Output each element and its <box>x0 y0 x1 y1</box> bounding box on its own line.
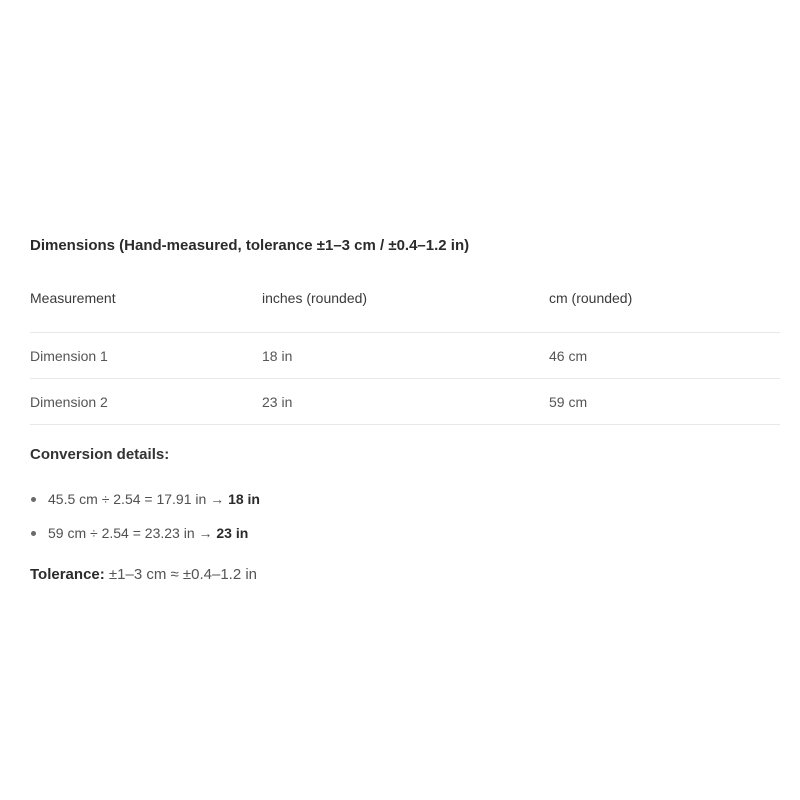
conversion-list <box>30 489 780 557</box>
dimensions-section <box>30 232 780 585</box>
cell-measurement: Dimension 1 <box>30 333 262 379</box>
tolerance-line <box>30 565 780 585</box>
bullet-icon <box>31 497 36 502</box>
bullet-icon <box>31 531 36 536</box>
column-header-inches: inches (rounded) <box>262 282 549 333</box>
conversion-heading: Conversion details: <box>30 446 170 463</box>
tolerance-label: Tolerance: <box>30 566 105 583</box>
column-header-measurement: Measurement <box>30 282 262 333</box>
column-header-cm: cm (rounded) <box>549 282 780 333</box>
table-row <box>30 333 780 379</box>
section-heading: Dimensions (Hand-measured, tolerance ±1–3 cm / ±0.4–1.2 in) <box>30 237 470 254</box>
conversion-result: 18 in <box>228 491 260 507</box>
cell-inches: 23 in <box>262 379 549 425</box>
cell-measurement: Dimension 2 <box>30 379 262 425</box>
list-item <box>30 489 780 523</box>
list-item <box>30 523 780 557</box>
cell-cm: 46 cm <box>549 333 780 379</box>
table-row <box>30 379 780 425</box>
cell-cm: 59 cm <box>549 379 780 425</box>
cell-inches: 18 in <box>262 333 549 379</box>
table-header-row <box>30 282 780 333</box>
conversion-text: 45.5 cm ÷ 2.54 = 17.91 in → <box>48 491 229 507</box>
conversion-result: 23 in <box>216 525 249 541</box>
dimensions-table <box>30 282 780 425</box>
tolerance-value: ±1–3 cm ≈ ±0.4–1.2 in <box>104 566 258 583</box>
conversion-text: 59 cm ÷ 2.54 = 23.23 in → <box>48 525 217 541</box>
